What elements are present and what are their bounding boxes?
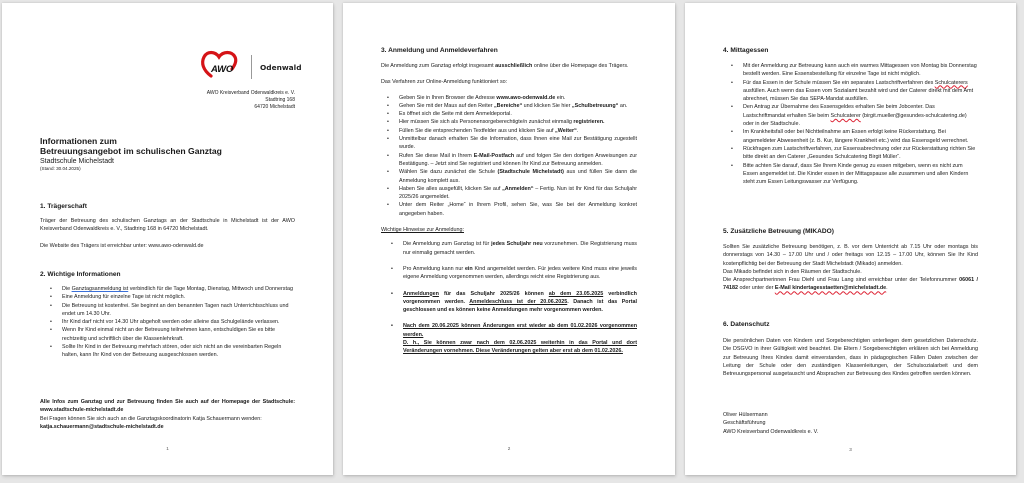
document-title-line1: Informationen zum [40,136,117,146]
text: Die Ansprechpartnerinnen Frau Diehl und Frau Lang sind erreichbar unter der Telefonnummer [723,277,960,284]
section-heading: 4. Mittagessen [723,47,769,54]
text: D. h., Sie können zwar nach dem 02.06.2025 weiterhin in das Portal und dort Veränderungen vornehmen. Diese Veränderungen gelten aber erst ab dem 01.02.2026. [403,340,637,355]
section-heading: 2. Wichtige Informationen [40,271,121,278]
text: Kind angemeldet werden. Für jedes weitere Kind muss eine jeweils eigene Anmeldung vorgenommen werden, allerdings reicht eine Registrierung aus. [403,265,637,281]
bold-text: jedes Schuljahr neu [491,241,543,248]
list-item [399,152,637,169]
text: verbindlich für die Tage Montag, Dienstag, Mittwoch und Donnerstag [128,286,293,292]
section-heading: 5. Zusätzliche Betreuung (MIKADO) [723,228,835,235]
highlighted-text: Ganztagsanmeldung ist [71,286,129,292]
bold-text: www.awo-odenwald.de [496,94,556,101]
sender-address-line: AWO Kreisverband Odenwaldkreis e. V. [206,90,295,96]
spellcheck-marked-text: Schulcaterer [830,112,861,119]
list-item: • Rückfragen zum Lastschriftverfahren, zur Essensabrechnung oder zur Rückerstattung richten Sie bitte direkt an den Caterer „Gesundes Schulcatering Birgit Müller“. [743,145,978,162]
homepage-notice: Alle Infos zum Ganztag und zur Betreuung finden Sie auch auf der Homepage der Stadtschule: www.stadtschule-michelstadt.de [40,399,295,414]
list-item [399,102,637,110]
text: . Danach ist das Portal geschlossen und es können keine Anmeldungen mehr vorgenommen werden. [403,298,637,314]
sender-address-line: 64720 Michelstadt [254,104,295,111]
list-item: • Sollte Ihr Kind in der Betreuung mehrfach stören, oder sich nicht an die vereinbarten Regeln halten, kann Ihr Kind von der Betreuung ausgeschlossen werden. [62,343,295,360]
sender-address [207,90,295,112]
text: auf und folgen Sie den dortigen Anweisungen zur Bestätigung. – Jetzt sind Sie registriert und können Ihr Kind zur Betreuung anmelden. [399,152,637,167]
section-heading: 1. Trägerschaft [40,203,87,210]
bold-text: (Stadtschule Michelstadt) [497,169,564,176]
list-item: • Bitte achten Sie darauf, dass Sie Ihrem Kinde genug zu essen mitgeben, wenn es nicht zum Essen angemeldet ist. Die Kinder essen in der Mittagspause alle zusammen und allen Kindern steht zum Essen Leitungswasser zur Verfügung. [743,162,978,187]
logo-region-text: Odenwald [260,63,302,72]
bold-text: ein [464,265,473,272]
section-heading: 6. Datenschutz [723,321,770,328]
paragraph: Das Verfahren zur Online-Anmeldung funktioniert so: [381,79,508,86]
text: Wählen Sie dazu zunächst die Schule [399,169,498,176]
list-item [399,118,637,126]
document-subtitle: Stadtschule Michelstadt [40,157,114,165]
bold-text: „Schulbetreuung“ [571,102,619,109]
list-item: • Mit der Anmeldung zur Betreuung kann auch ein warmes Mittagessen von Montag bis Donnerstag bestellt werden. Eine Essensbestellung für einzelne Tage ist nicht möglich. [743,62,978,79]
document-page-1 [2,3,333,475]
closing-info [40,398,295,431]
logo-brand-text: AWO [211,64,234,75]
text: Die Anmeldung zum Ganztag ist für [403,241,492,248]
list-item: • Die Betreuung ist kostenfrei. Sie beginnt an den benannten Tagen nach Unterrichtsschluss und endet um 14.30 Uhr. [62,302,295,319]
signature-organization: AWO Kreisverband Odenwaldkreis e. V. [723,428,819,435]
awo-odenwald-logo [199,49,309,81]
text: und klicken Sie hier [522,102,572,109]
list-item [399,168,637,185]
bold-text: E-Mail-Postfach [473,152,515,159]
list-item: • Unter dem Reiter „Home“ in Ihrem Profil, sehen Sie, was Sie bei der Anmeldung konkret angegeben haben. [399,201,637,218]
section-mikado [723,228,978,293]
signature-block [723,411,978,436]
list-item [743,79,978,104]
text: ausfüllen. Auch wenn das Essen vom Sozialamt bezahlt wird und der Caterer direkt mit dem Amt abrechnet, müssen Sie das SEPA-Mandat ausfüllen. [743,87,974,103]
document-page-2 [343,3,675,475]
text: verbindlich vorgenommen werden. [403,290,637,305]
bullet-list [723,62,978,186]
text: Pro Anmeldung kann nur [403,265,465,272]
text: • Nach dem 20.06.2025 können Änderungen erst wieder ab dem 01.02.2026 vorgenommen werden. [403,323,637,338]
text: Rufen Sie diese Mail in Ihrem [399,152,474,159]
underlined-text: Anmeldungen [403,290,439,297]
notes-list [381,240,637,355]
bold-text: „Weiter“ [555,127,577,134]
title-block [40,136,222,172]
list-item [403,265,637,282]
list-item [403,240,637,257]
text: Geben Sie in Ihren Browser die Adresse [399,94,497,101]
text: Für das Essen in der Schule müssen Sie ein separates Lastschriftverfahren des [743,79,935,86]
section-wichtige-informationen [40,271,295,360]
text: (birgit.mueller@gesundes-schulcatering.de) oder in der Stadtschule. [743,112,967,128]
text: aus und füllen Sie dann die Anmeldung komplett aus. [399,169,637,184]
list-item [62,285,295,293]
text: Hier müssen Sie sich als Personensorgeberechtigte/n zunächst einmalig [399,119,574,126]
list-item [399,127,637,135]
document-page-3 [685,3,1016,475]
section-anmeldung [381,47,637,356]
text: . [886,285,888,292]
phone-number: 06061 / 74182 [723,277,978,292]
bold-text: „Anmelden“ [502,185,534,192]
page-number: 2 [507,446,511,451]
paragraph: Das Mikado befindet sich in den Räumen der Stadtschule. [723,268,862,275]
section-mittagessen [723,47,978,186]
page-number: 3 [849,447,852,452]
list-item: • Es öffnet sich die Seite mit dem Anmeldeportal. [399,110,637,118]
paragraph: Die Website des Trägers ist erreichbar unter: www.awo-odenwald.de [40,242,204,249]
text: Die [62,286,72,292]
bold-text: registrieren. [573,119,605,126]
spellcheck-marked-text: Schulcaterers [934,79,968,86]
list-item [399,94,637,102]
list-item [403,290,637,315]
list-item [743,103,978,128]
text: ein. [555,94,566,101]
list-item: • Ihr Kind darf nicht vor 14.30 Uhr abgeholt werden oder alleine das Schulgelände verlassen. [62,318,295,326]
document-title-line2: Betreuungsangebot im schulischen Ganztag [40,146,222,157]
text: Die Anmeldung zum Ganztag erfolgt insgesamt [381,63,496,69]
underlined-text: ab dem 23.05.2025 [548,290,604,297]
section-datenschutz [723,321,978,378]
text: für das Schuljahr 2025/26 können [438,290,549,297]
text: vorzunehmen. Die Registrierung muss nur einmalig gemacht werden. [403,241,637,256]
paragraph: Träger der Betreuung des schulischen Ganztags an der Stadtschule in Michelstadt ist der AWO Kreisverband Odenwaldkreis e. V., Stadtring 168 in 64720 Michelstadt. [40,218,295,233]
text: . [576,127,579,134]
list-item [403,322,637,355]
sender-address-line: Stadtring 168 [265,97,295,104]
text: oder unter der [738,285,775,292]
signature-name: Oliver Hülsermann [723,412,768,418]
list-item: • Wenn Ihr Kind einmal nicht an der Betreuung teilnehmen kann, entschuldigen Sie es bitte rechtzeitig und schriftlich über die Klassenlehrkraft. [62,326,295,343]
procedure-steps [381,94,637,218]
paragraph [381,62,637,70]
page-number: 1 [166,446,169,451]
notes-heading: Wichtige Hinweise zur Anmeldung: [381,227,464,234]
paragraph: Die persönlichen Daten von Kindern und Sorgeberechtigten unterliegen dem gesetzlichen Datenschutz. Die DSGVO in ihrer Gültigkeit wird beachtet. Die Eltern / Sorgeberechtigten erklären sich bei Anmeldung zur Betreuung Ihres Kindes damit einverstanden, dass in pädagogischen Fällen Daten zwischen der Leitung der Schule oder den zuständigen Klassenleitungen, der Schulsozialarbeit und dem Betreuungspersonal ausgetauscht und Absprachen zur Betreuung des Kindes getroffen werden können. [723,338,978,378]
bold-text: „Bereiche“ [493,102,523,109]
signature-role: Geschäftsführung [723,420,766,427]
list-item [399,185,637,202]
text: an. [618,102,628,109]
underlined-text: Anmeldeschluss ist der 20.06.2025 [469,298,568,305]
text: Gehen Sie mit der Maus auf den Reiter [399,102,494,109]
logo-divider [251,55,252,79]
contact-line: Bei Fragen können Sie sich auch an die Ganztagskoordinatorin Katja Schauermann wenden: [40,415,262,422]
text: Füllen Sie die entsprechenden Textfelder aus und klicken Sie auf [399,127,556,134]
email-link[interactable]: E-Mail kindertagesstaetten@michelstadt.de [774,285,887,292]
text: online über die Homepage des Trägers. [532,63,629,69]
text: – Fertig. Nun ist Ihr Kind für das Schuljahr 2025/26 angemeldet. [399,185,637,201]
list-item: • Eine Anmeldung für einzelne Tage ist nicht möglich. [62,293,295,301]
section-traegerschaft [40,203,295,250]
bullet-list [40,285,295,360]
list-item: • Unmittelbar danach erhalten Sie die Information, dass Ihnen eine Mail zur Bestätigung zugestellt wurde. [399,135,637,152]
section-heading: 3. Anmeldung und Anmeldeverfahren [381,47,498,54]
contact-email: katja.schauermann@stadtschule-michelstadt.de [40,423,164,430]
paragraph: Sollten Sie zusätzliche Betreuung benötigen, z. B. vor dem Unterricht ab 7.15 Uhr oder montags bis donnerstags von 14.30 – 17.00 Uhr und / oder freitags von 12.15 – 17.00 Uhr, können Sie Ihr Kind kostenpflichtig bei der Betreuung der Stadt Michelstadt (Mikado) anmelden. [723,244,978,267]
text: Haben Sie alles ausgefüllt, klicken Sie auf [399,185,503,192]
bold-text: ausschließlich [495,63,533,69]
document-date: (Stand: 30.04.2025) [40,165,81,171]
list-item: • Im Krankheitsfall oder bei Nichtteilnahme am Essen erfolgt keine Rückerstattung. Bei angemeldeter Abwesenheit (z. B. Kur, längere Krankheit etc.) wird das Essensgeld verrechnet. [743,128,978,145]
text: Den Antrag zur Übernahme des Essensgeldes erhalten Sie beim Jobcenter. Das Lastschriftmandat erhalten Sie beim [743,104,935,119]
paragraph [723,276,978,293]
